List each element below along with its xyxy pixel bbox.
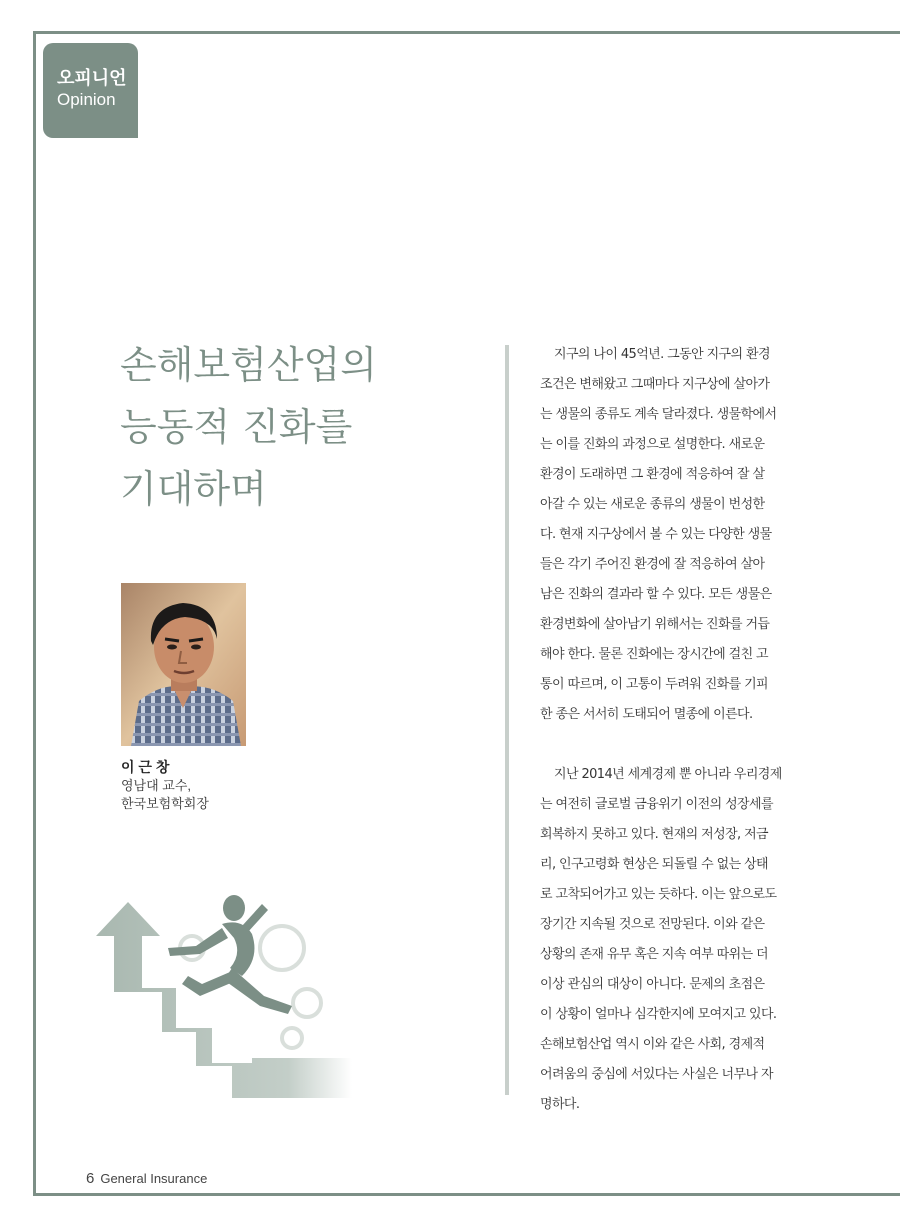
stairs-illustration — [92, 888, 352, 1098]
text-line: 손해보험산업 역시 이와 같은 사회, 경제적 — [540, 1037, 765, 1052]
title-line: 손해보험산업의 — [120, 343, 377, 387]
text-line: 지난 2014년 세계경제 뿐 아니라 우리경제 — [554, 767, 782, 782]
title-line: 기대하며 — [120, 467, 267, 511]
text-line: 아갈 수 있는 새로운 종류의 생물이 번성한 — [540, 497, 765, 512]
text-line: 해야 한다. 물론 진화에는 장시간에 걸친 고 — [540, 647, 769, 662]
author-title: 영남대 교수, — [121, 778, 192, 793]
article-title — [120, 334, 500, 520]
page-footer — [86, 1170, 207, 1187]
text-line: 상황의 존재 유무 혹은 지속 여부 따위는 더 — [540, 947, 769, 962]
text-line: 명하다. — [540, 1097, 580, 1112]
column-divider — [505, 345, 509, 1095]
text-line: 환경변화에 살아남기 위해서는 진화를 거듭 — [540, 617, 770, 632]
text-line: 통이 따르며, 이 고통이 두려워 진화를 기피 — [540, 677, 769, 692]
section-tab — [43, 43, 138, 138]
text-line: 지구의 나이 45억년. 그동안 지구의 환경 — [554, 347, 770, 362]
text-line: 리, 인구고령화 현상은 되돌릴 수 없는 상태 — [540, 857, 769, 872]
text-line: 회복하지 못하고 있다. 현재의 저성장, 저금 — [540, 827, 769, 842]
text-line: 는 이를 진화의 과정으로 설명한다. 새로운 — [540, 437, 765, 452]
title-line: 능동적 진화를 — [120, 405, 353, 449]
text-line: 다. 현재 지구상에서 볼 수 있는 다양한 생물 — [540, 527, 772, 542]
author-portrait-icon — [121, 583, 246, 746]
text-line: 는 여전히 글로벌 금융위기 이전의 성장세를 — [540, 797, 773, 812]
paragraph-1 — [540, 340, 820, 730]
author-info — [121, 757, 321, 813]
person-climbing-stairs-icon — [92, 888, 352, 1098]
text-line: 한 종은 서서히 도태되어 멸종에 이른다. — [540, 707, 753, 722]
text-line: 는 생물의 종류도 계속 달라졌다. 생물학에서 — [540, 407, 777, 422]
text-line: 환경이 도래하면 그 환경에 적응하여 잘 살 — [540, 467, 765, 482]
author-photo — [121, 583, 246, 746]
text-line: 이상 관심의 대상이 아니다. 문제의 초점은 — [540, 977, 765, 992]
paragraph-2 — [540, 760, 820, 1120]
author-affiliation: 한국보험학회장 — [121, 796, 209, 811]
article-body — [540, 340, 820, 1120]
text-line: 이 상황이 얼마나 심각한지에 모여지고 있다. — [540, 1007, 777, 1022]
text-line: 조건은 변해왔고 그때마다 지구상에 살아가 — [540, 377, 770, 392]
text-line: 로 고착되어가고 있는 듯하다. 이는 앞으로도 — [540, 887, 777, 902]
page-number: 6 — [86, 1170, 95, 1187]
section-label-en: Opinion — [57, 90, 116, 109]
text-line: 장기간 지속될 것으로 전망된다. 이와 같은 — [540, 917, 765, 932]
text-line: 들은 각기 주어진 환경에 잘 적응하여 살아 — [540, 557, 765, 572]
text-line: 남은 진화의 결과라 할 수 있다. 모든 생물은 — [540, 587, 772, 602]
author-name: 이 근 창 — [121, 759, 170, 775]
text-line: 어려움의 중심에 서있다는 사실은 너무나 자 — [540, 1067, 773, 1082]
magazine-name: General Insurance — [100, 1171, 208, 1186]
section-label-ko: 오피니언 — [57, 68, 127, 88]
